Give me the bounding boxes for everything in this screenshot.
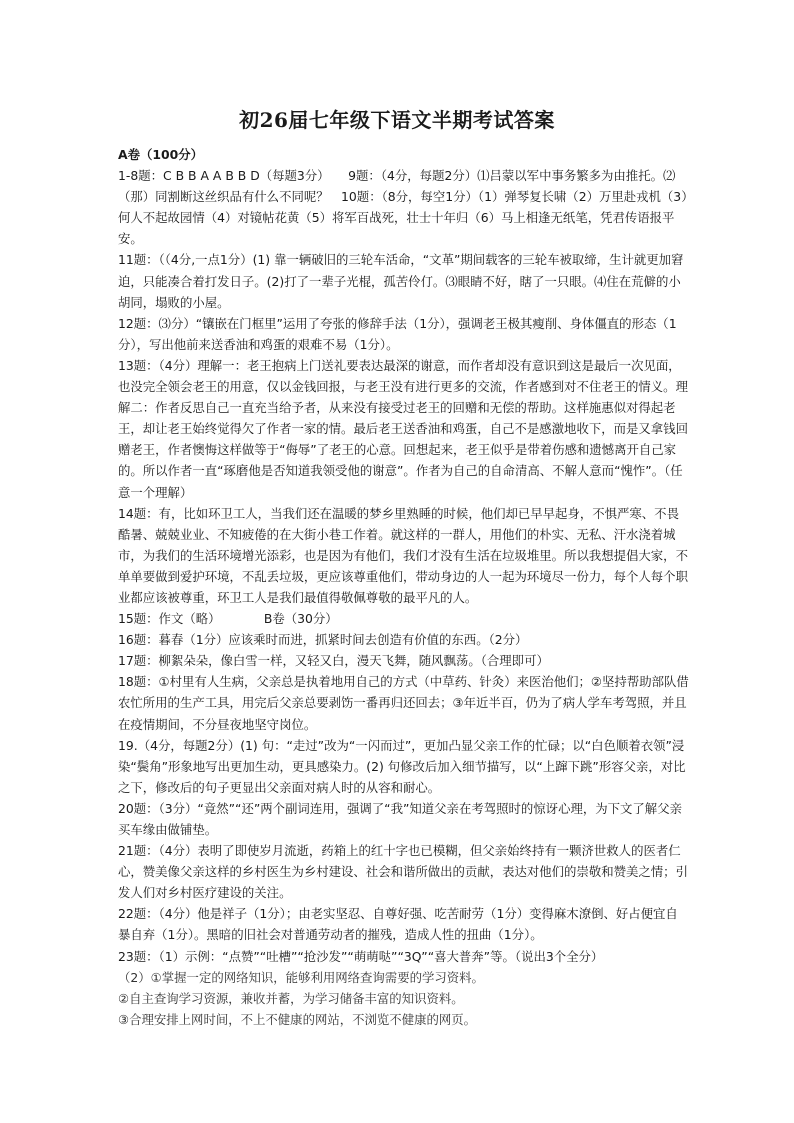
answer-paragraph: 16题：暮春（1分）应该乘时而进，抓紧时间去创造有价值的东西。（2分） (118, 632, 528, 648)
answer-paragraph: （2）①掌握一定的网络知识，能够利用网络查询需要的学习资料。 (118, 969, 484, 985)
answer-paragraph: 17题：柳絮朵朵，像白雪一样，又轻又白，漫天飞舞，随风飘荡。（合理即可） (118, 653, 549, 669)
answer-paragraph: 19.（4分，每题2分）(1) 句：“走过”改为“一闪而过”，更加凸显父亲工作的忙碌；以“白色顺着衣领”浸染“鬓角”形象地写出更加生动，更具感染力。(2) 句修改后加入细节描写，以“上蹿下跳”形容父亲，对比之下，修改后的句子更显出父亲面对病人时的从容和耐心。 (118, 737, 686, 795)
answer-paragraph: 1-8题：C B B A A B B D（每题3分） 9题：（4分，每题2分）⑴吕蒙以军中事务繁多为由推托。⑵（那）同割断这丝织品有什么不同呢？ 10题：（8分，每空1分）（1）弹琴复长啸（2）万里赴戎机（3）何人不起故园情（4）对镜帖花黄（5）将军百战死，壮士十年归（6）马上相逢无纸笔，凭君传语报平安。 (118, 168, 688, 247)
answer-paragraph: ③合理安排上网时间，不上不健康的网站，不浏览不健康的网页。 (118, 1011, 477, 1027)
page-title: 初26届七年级下语文半期考试答案 (239, 108, 555, 132)
answer-paragraph: 18题：①村里有人生病，父亲总是执着地用自己的方式（中草药、针灸）来医治他们；②坚持帮助部队借农忙所用的生产工具，用完后父亲总要剥饬一番再归还回去；③年近半百，仍为了病人学车考驾照，并且在疫情期间，不分昼夜地坚守岗位。 (118, 674, 689, 732)
answer-paragraph: 20题：（3分）“竟然”“还”两个副词连用，强调了“我”知道父亲在考驾照时的惊讶心理，为下文了解父亲买车缘由做铺垫。 (118, 800, 682, 837)
answer-paragraph: 11题：（（4分,一点1分）(1) 靠一辆破旧的三轮车活命，“文革”期间载客的三轮车被取缔，生计就更加窘迫，只能凑合着打发日子。(2)打了一辈子光棍，孤苦伶仃。⑶眼睛不好，瞎了一只眼。⑷住在荒僻的小胡同，塌败的小屋。 (118, 252, 684, 310)
answer-paragraph: 13题：（4分）理解一：老王抱病上门送礼要表达最深的谢意，而作者却没有意识到这是最后一次见面，也没完全领会老王的用意，仅以金钱回报，与老王没有进行更多的交流，作者感到对不住老王的情义。理解二：作者反思自己一直充当给予者，从来没有接受过老王的回赠和无偿的帮助。这样施惠似对得起老王，却让老王始终觉得欠了作者一家的情。最后老王送香油和鸡蛋，自己不是感激地收下，而是又拿钱回赠老王，作者懊悔这样做等于“侮辱”了老王的心意。回想起来，老王似乎是带着伤感和遗憾离开自己家的。所以作者一直“琢磨他是否知道我领受他的谢意”。作者为自己的自命清高、不解人意而“愧怍”。（任意一个理解） (118, 357, 688, 500)
answer-paragraph: ②自主查询学习资源，兼收并蓄，为学习储备丰富的知识资料。 (118, 990, 464, 1006)
answer-paragraph: 21题：（4分）表明了即使岁月流逝，药箱上的红十字也已模糊，但父亲始终持有一颗济世救人的医者仁心，赞美像父亲这样的乡村医生为乡村建设、社会和谐所做出的贡献，表达对他们的崇敬和赞美之情；引发人们对乡村医疗建设的关注。 (118, 843, 688, 901)
answer-paragraph: 15题：作文（略） B卷（30分） (118, 611, 338, 627)
answer-paragraph: 23题：（1）示例：“点赞”“吐槽”“抢沙发”“萌萌哒”“3Q”“喜大普奔”等。（说出3个全分） (118, 948, 604, 964)
answer-paragraph: 14题：有，比如环卫工人，当我们还在温暖的梦乡里熟睡的时候，他们却已早早起身，不惧严寒、不畏酷暑、兢兢业业、不知疲倦的在大街小巷工作着。就这样的一群人，用他们的朴实、无私、汗水浇着城市，为我们的生活环境增光添彩，也是因为有他们，我们才没有生活在垃圾堆里。所以我想提倡大家，不单单要做到爱护环境，不乱丢垃圾，更应该尊重他们，带动身边的人一起为环境尽一份力，每个人每个职业都应该被尊重，环卫工人是我们最值得敬佩尊敬的最平凡的人。 (118, 505, 688, 605)
answer-paragraph: 12题：⑶分）“镶嵌在门框里”运用了夸张的修辞手法（1分），强调老王极其瘦削、身体僵直的形态（1分），写出他前来送香油和鸡蛋的艰难不易（1分）。 (118, 315, 677, 352)
section-a-heading: A卷（100分） (118, 147, 204, 162)
answer-content (118, 144, 690, 1030)
answer-paragraph: 22题：（4分）他是祥子（1分）；由老实坚忍、自尊好强、吃苦耐劳（1分）变得麻木潦倒、好占便宜自暴自弃（1分）。黑暗的旧社会对普通劳动者的摧残，造成人性的扭曲（1分）。 (118, 906, 678, 943)
